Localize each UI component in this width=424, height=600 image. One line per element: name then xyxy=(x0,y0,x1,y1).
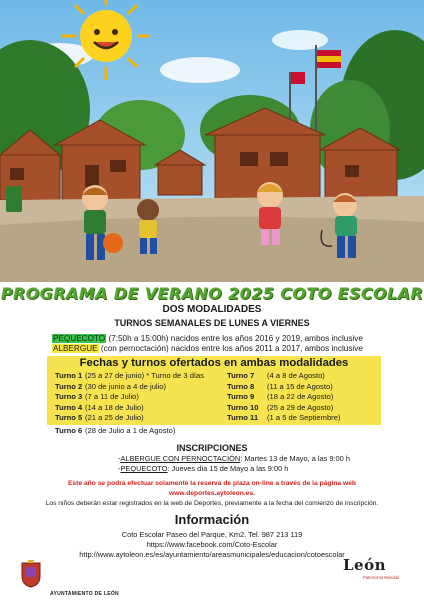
turno-date: (4 a 8 de Agosto) xyxy=(267,371,325,380)
turno-label: Turno 6 xyxy=(55,426,83,435)
modalidad-name: ALBERGUE xyxy=(53,344,98,353)
turno-row xyxy=(227,413,340,424)
turno-date: (30 de junio a 4 de julio) xyxy=(85,381,167,391)
inscripcion-pequecoto xyxy=(118,464,288,473)
turno-row xyxy=(55,413,204,424)
turno-label: Turno 5 xyxy=(55,413,83,423)
website-link[interactable]: http://www.aytoleon.es/es/ayuntamiento/areasmunicipales/educacion/cotoescolar xyxy=(79,550,345,559)
modalidad-name: PEQUECOTO xyxy=(53,334,106,343)
leon-logo-subtitle: Patrimonio Mundial xyxy=(363,575,399,580)
turno-date: (21 a 25 de Julio) xyxy=(85,413,144,423)
turno-row xyxy=(227,371,340,382)
turno-label: Turno 2 xyxy=(55,381,83,391)
turno-label: Turno 9 xyxy=(227,392,255,402)
turno-date: (11 a 15 de Agosto) xyxy=(267,381,333,391)
turno-label: Turno 7 xyxy=(227,371,255,380)
bullet-dash: - xyxy=(118,464,121,473)
informacion-title: Información xyxy=(174,512,250,527)
turno-date: (14 a 18 de Julio) xyxy=(85,402,144,412)
turno-date: (25 a 27 de junio) * Turno de 3 días xyxy=(85,371,205,380)
turno-label: Turno 8 xyxy=(227,381,255,391)
subtitle-turnos: TURNOS SEMANALES DE LUNES A VIERNES xyxy=(114,318,310,328)
bullet-dash: - xyxy=(118,454,121,463)
turno-date: (28 de Julio a 1 de Agosto) xyxy=(85,426,176,435)
turno-row xyxy=(227,382,340,393)
turno-row xyxy=(55,382,204,393)
turno-row xyxy=(55,403,204,414)
city-crest-icon xyxy=(20,560,42,588)
info-address: Coto Escolar Paseo del Parque, Km2. Tel. 987 213 119 xyxy=(121,530,303,539)
modalidad-albergue xyxy=(52,344,363,353)
ayuntamiento-label: AYUNTAMIENTO DE LEÓN xyxy=(50,591,119,597)
turno-label: Turno 4 xyxy=(55,402,83,412)
modalidad-pequecoto xyxy=(52,334,363,343)
turnos-left-column xyxy=(55,371,204,424)
modalidad-text: (con pernoctación) nacidos entre los años 2011 a 2017, ambos inclusive xyxy=(98,344,363,353)
turno-row xyxy=(227,403,340,414)
turno-label: Turno 3 xyxy=(55,392,83,402)
turno-date: (25 a 29 de Agosto) xyxy=(267,402,334,412)
turno-date: (1 a 5 de Septiembre) xyxy=(267,413,341,423)
fechas-title: Fechas y turnos ofertados en ambas modalidades xyxy=(79,357,349,369)
registro-note: Los niños deberán estar registrados en la web de Deportes, previamente a la fecha del comienzo de inscripción. xyxy=(45,500,379,507)
subtitle-modalidades: DOS MODALIDADES xyxy=(162,304,262,315)
turno-date: (18 a 22 de Agosto) xyxy=(267,392,334,402)
turno-last-row xyxy=(47,425,381,438)
inscripcion-albergue xyxy=(118,454,350,463)
turno-row xyxy=(55,371,204,382)
inscripcion-date: : Martes 13 de Mayo, a las 9:00 h xyxy=(240,454,350,463)
facebook-link[interactable]: https://www.facebook.com/Coto-Escolar xyxy=(146,540,278,549)
reserva-online-notice: Este año se podrá efectuar solamente la reserva de plaza on-line a través de la página web xyxy=(67,480,357,487)
pequecoto-link[interactable]: PEQUECOTO xyxy=(120,464,168,473)
turno-date: (7 a 11 de Julio) xyxy=(85,392,139,402)
summer-camp-scene xyxy=(0,0,424,282)
turno-label: Turno 1 xyxy=(55,371,83,380)
fechas-box xyxy=(47,356,381,438)
leon-logo-icon: León xyxy=(343,556,387,574)
albergue-link[interactable]: ALBERGUE CON PERNOCTACIÓN xyxy=(120,454,241,463)
turnos-right-column xyxy=(227,371,340,424)
turno-row xyxy=(227,392,340,403)
turno-label: Turno 10 xyxy=(227,402,259,412)
modalidad-text: (7:50h a 15:00h) nacidos entre los años 2016 y 2019, ambos inclusive xyxy=(106,334,363,343)
turno-label: Turno 11 xyxy=(227,413,259,423)
turno-row xyxy=(55,392,204,403)
inscripcion-date: : Jueves día 15 de Mayo a las 9:00 h xyxy=(167,464,289,473)
page-title: PROGRAMA DE VERANO 2025 COTO ESCOLAR xyxy=(0,284,424,303)
hero-illustration xyxy=(0,0,424,282)
deportes-web-link[interactable]: www.deportes.aytoleon.es. xyxy=(169,490,255,497)
inscripciones-title: INSCRIPCIONES xyxy=(176,443,248,453)
